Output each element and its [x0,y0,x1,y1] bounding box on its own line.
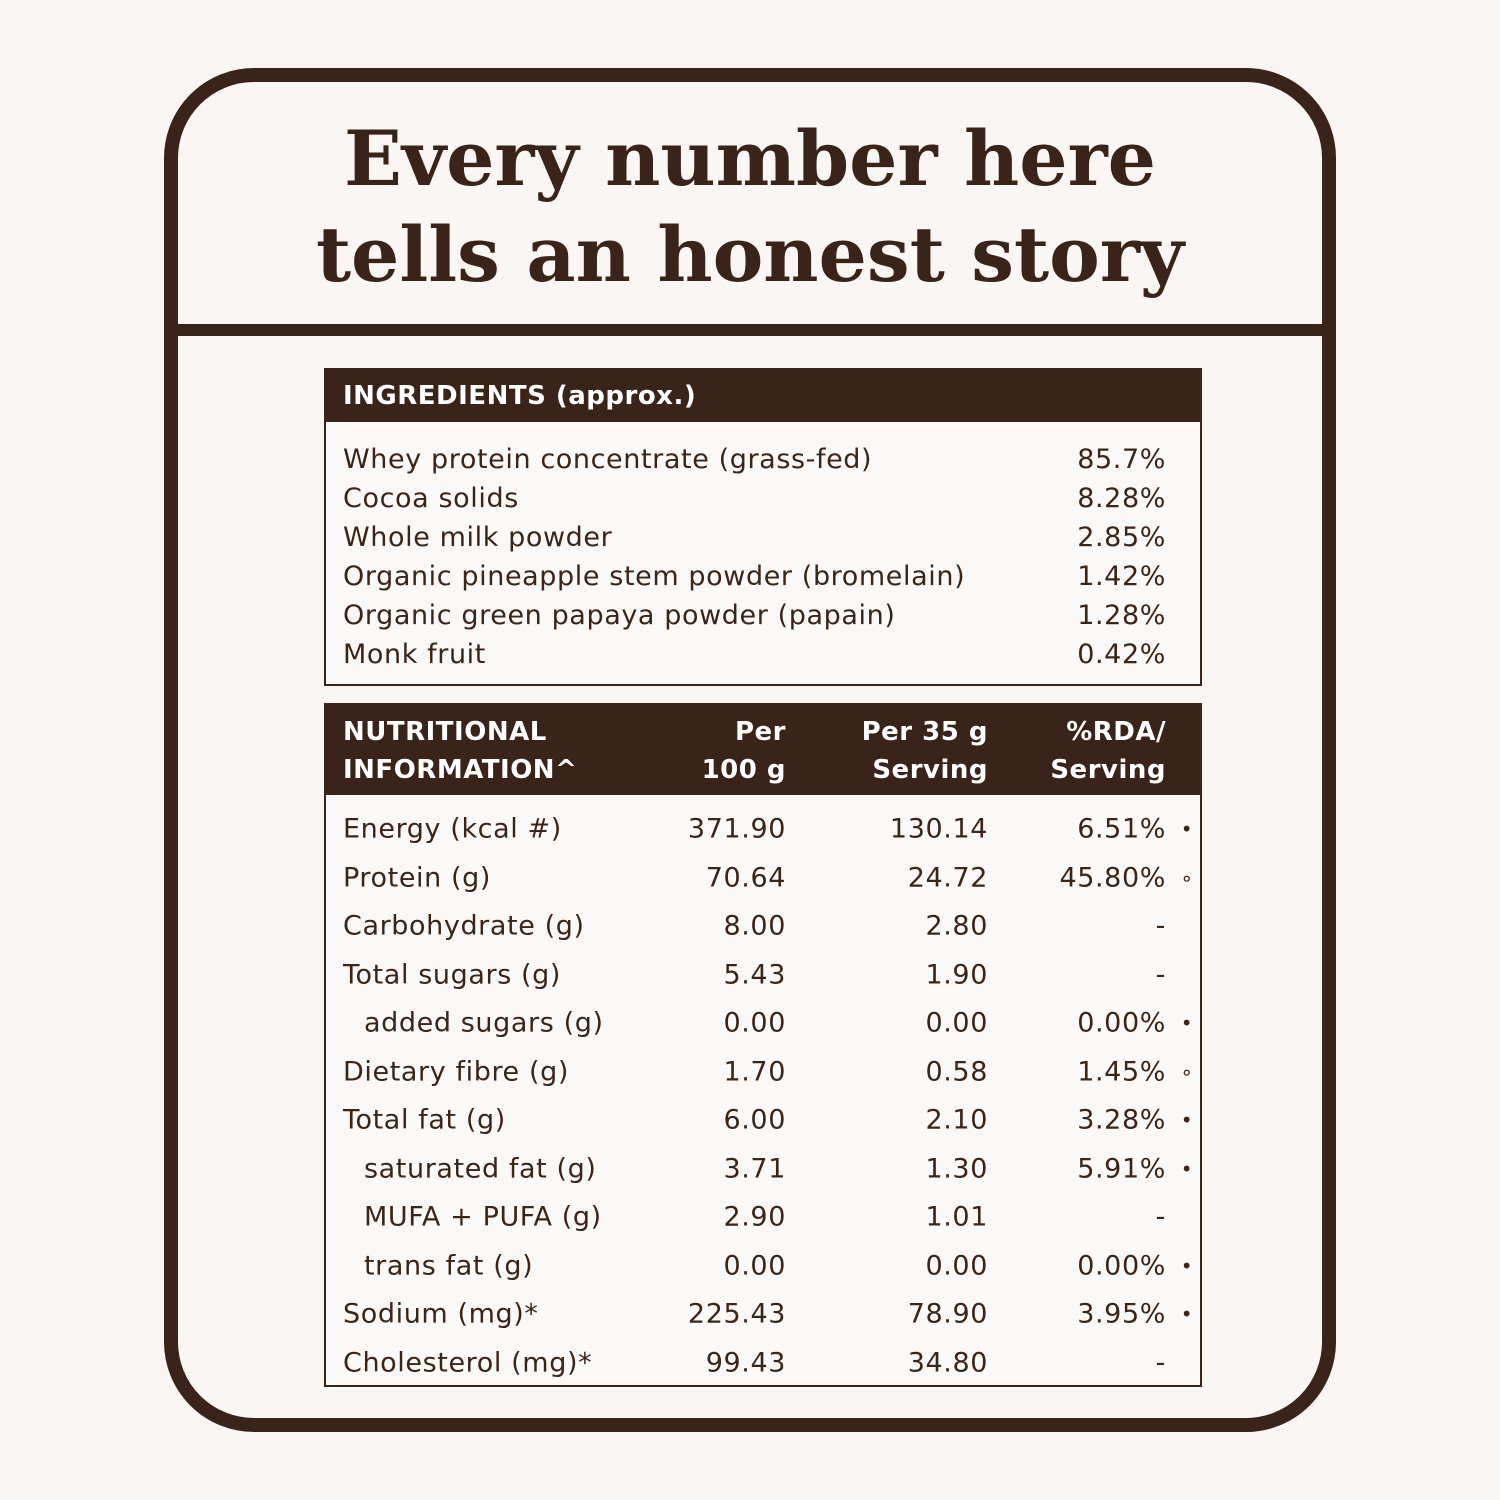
rda-value: 0.00% [1077,1250,1166,1282]
nutrient-name: added sugars (g) [364,1007,604,1039]
per-100g-value: 1.70 [723,1056,786,1088]
ingredients-table [324,368,1202,686]
per-serving-value: 78.90 [907,1298,988,1330]
ingredients-header [326,370,1200,422]
nutrition-row [326,1145,1200,1194]
per-serving-value: 0.58 [925,1056,988,1088]
ingredients-list [326,422,1200,674]
nutrition-row [326,854,1200,903]
rda-value: 45.80% [1059,862,1166,894]
per-serving-value: 1.90 [925,959,988,991]
header-text: Per 35 g [861,717,988,747]
nutrition-row [326,1242,1200,1291]
rda-marker: • [1180,1108,1194,1133]
per-serving-value: 34.80 [907,1347,988,1379]
header-text: Per [734,717,786,747]
ingredient-percent: 8.28% [1077,483,1166,514]
headline-line-2: tells an honest story [315,210,1185,299]
nutrient-name: trans fat (g) [364,1250,534,1282]
per-100g-value: 8.00 [723,910,786,942]
rda-marker: ∘ [1180,1059,1194,1084]
ingredient-row [343,635,1166,674]
nutrient-name: Carbohydrate (g) [343,910,585,942]
nutrition-header-name [343,713,577,789]
rda-marker: • [1180,1302,1194,1327]
per-serving-value: 0.00 [925,1250,988,1282]
nutrition-row [326,1096,1200,1145]
ingredient-row [343,557,1166,596]
nutrition-row [326,999,1200,1048]
rda-marker: ∘ [1180,865,1194,890]
header-text: Serving [872,755,988,785]
rda-marker: • [1180,1156,1194,1181]
per-100g-value: 6.00 [723,1104,786,1136]
nutrition-row [326,902,1200,951]
rda-value: 1.45% [1077,1056,1166,1088]
per-serving-value: 2.10 [925,1104,988,1136]
per-serving-value: 130.14 [889,813,988,845]
nutrition-header [326,705,1200,795]
headline-divider [178,324,1322,336]
headline [178,82,1322,322]
ingredient-row [343,440,1166,479]
rda-value: 3.95% [1077,1298,1166,1330]
nutrition-card [164,68,1336,1432]
per-100g-value: 99.43 [705,1347,786,1379]
nutrition-row [326,1290,1200,1339]
ingredient-name: Whole milk powder [343,522,613,553]
header-text: INFORMATION^ [343,755,578,785]
ingredient-percent: 2.85% [1077,522,1166,553]
nutrient-name: Total fat (g) [343,1104,506,1136]
rda-value: - [1155,959,1166,991]
ingredients-title: INGREDIENTS (approx.) [343,381,697,411]
nutrition-row [326,1193,1200,1242]
per-serving-value: 2.80 [925,910,988,942]
ingredient-percent: 1.28% [1077,600,1166,631]
ingredient-percent: 85.7% [1077,444,1166,475]
ingredient-row [343,479,1166,518]
rda-marker: • [1180,1253,1194,1278]
per-serving-value: 24.72 [907,862,988,894]
ingredient-name: Organic pineapple stem powder (bromelain) [343,561,966,592]
headline-line-1: Every number here [343,114,1157,203]
rda-value: - [1155,910,1166,942]
nutrition-header-per-100g [702,713,786,789]
header-text: %RDA/ [1066,717,1166,747]
ingredient-name: Whey protein concentrate (grass-fed) [343,444,873,475]
header-text: 100 g [701,755,786,785]
nutrient-name: Protein (g) [343,862,492,894]
nutrition-body [326,795,1200,1387]
rda-marker: • [1180,817,1194,842]
per-100g-value: 2.90 [723,1201,786,1233]
ingredient-row [343,518,1166,557]
per-100g-value: 225.43 [687,1298,786,1330]
ingredient-percent: 1.42% [1077,561,1166,592]
per-100g-value: 3.71 [723,1153,786,1185]
per-100g-value: 5.43 [723,959,786,991]
ingredient-name: Cocoa solids [343,483,519,514]
nutrition-row [326,1339,1200,1388]
nutrient-name: Energy (kcal #) [343,813,562,845]
nutrient-name: Dietary fibre (g) [343,1056,569,1088]
per-100g-value: 0.00 [723,1250,786,1282]
nutrient-name: Cholesterol (mg)* [343,1347,593,1379]
header-text: NUTRITIONAL [343,717,547,747]
ingredient-percent: 0.42% [1077,639,1166,670]
nutrition-header-per-serving [862,713,988,789]
nutrient-name: Total sugars (g) [343,959,562,991]
per-serving-value: 1.30 [925,1153,988,1185]
nutrient-name: Sodium (mg)* [343,1298,539,1330]
nutrition-row [326,805,1200,854]
per-100g-value: 0.00 [723,1007,786,1039]
header-text: Serving [1050,755,1166,785]
per-serving-value: 0.00 [925,1007,988,1039]
per-100g-value: 371.90 [687,813,786,845]
rda-value: 5.91% [1077,1153,1166,1185]
nutrition-table [324,703,1202,1387]
rda-marker: • [1180,1011,1194,1036]
per-100g-value: 70.64 [705,862,786,894]
nutrient-name: MUFA + PUFA (g) [364,1201,602,1233]
rda-value: 3.28% [1077,1104,1166,1136]
per-serving-value: 1.01 [925,1201,988,1233]
rda-value: - [1155,1347,1166,1379]
ingredient-row [343,596,1166,635]
nutrition-row [326,1048,1200,1097]
nutrition-header-rda [1050,713,1166,789]
rda-value: 6.51% [1077,813,1166,845]
nutrient-name: saturated fat (g) [364,1153,597,1185]
ingredient-name: Monk fruit [343,639,486,670]
ingredient-name: Organic green papaya powder (papain) [343,600,896,631]
nutrition-row [326,951,1200,1000]
rda-value: - [1155,1201,1166,1233]
rda-value: 0.00% [1077,1007,1166,1039]
